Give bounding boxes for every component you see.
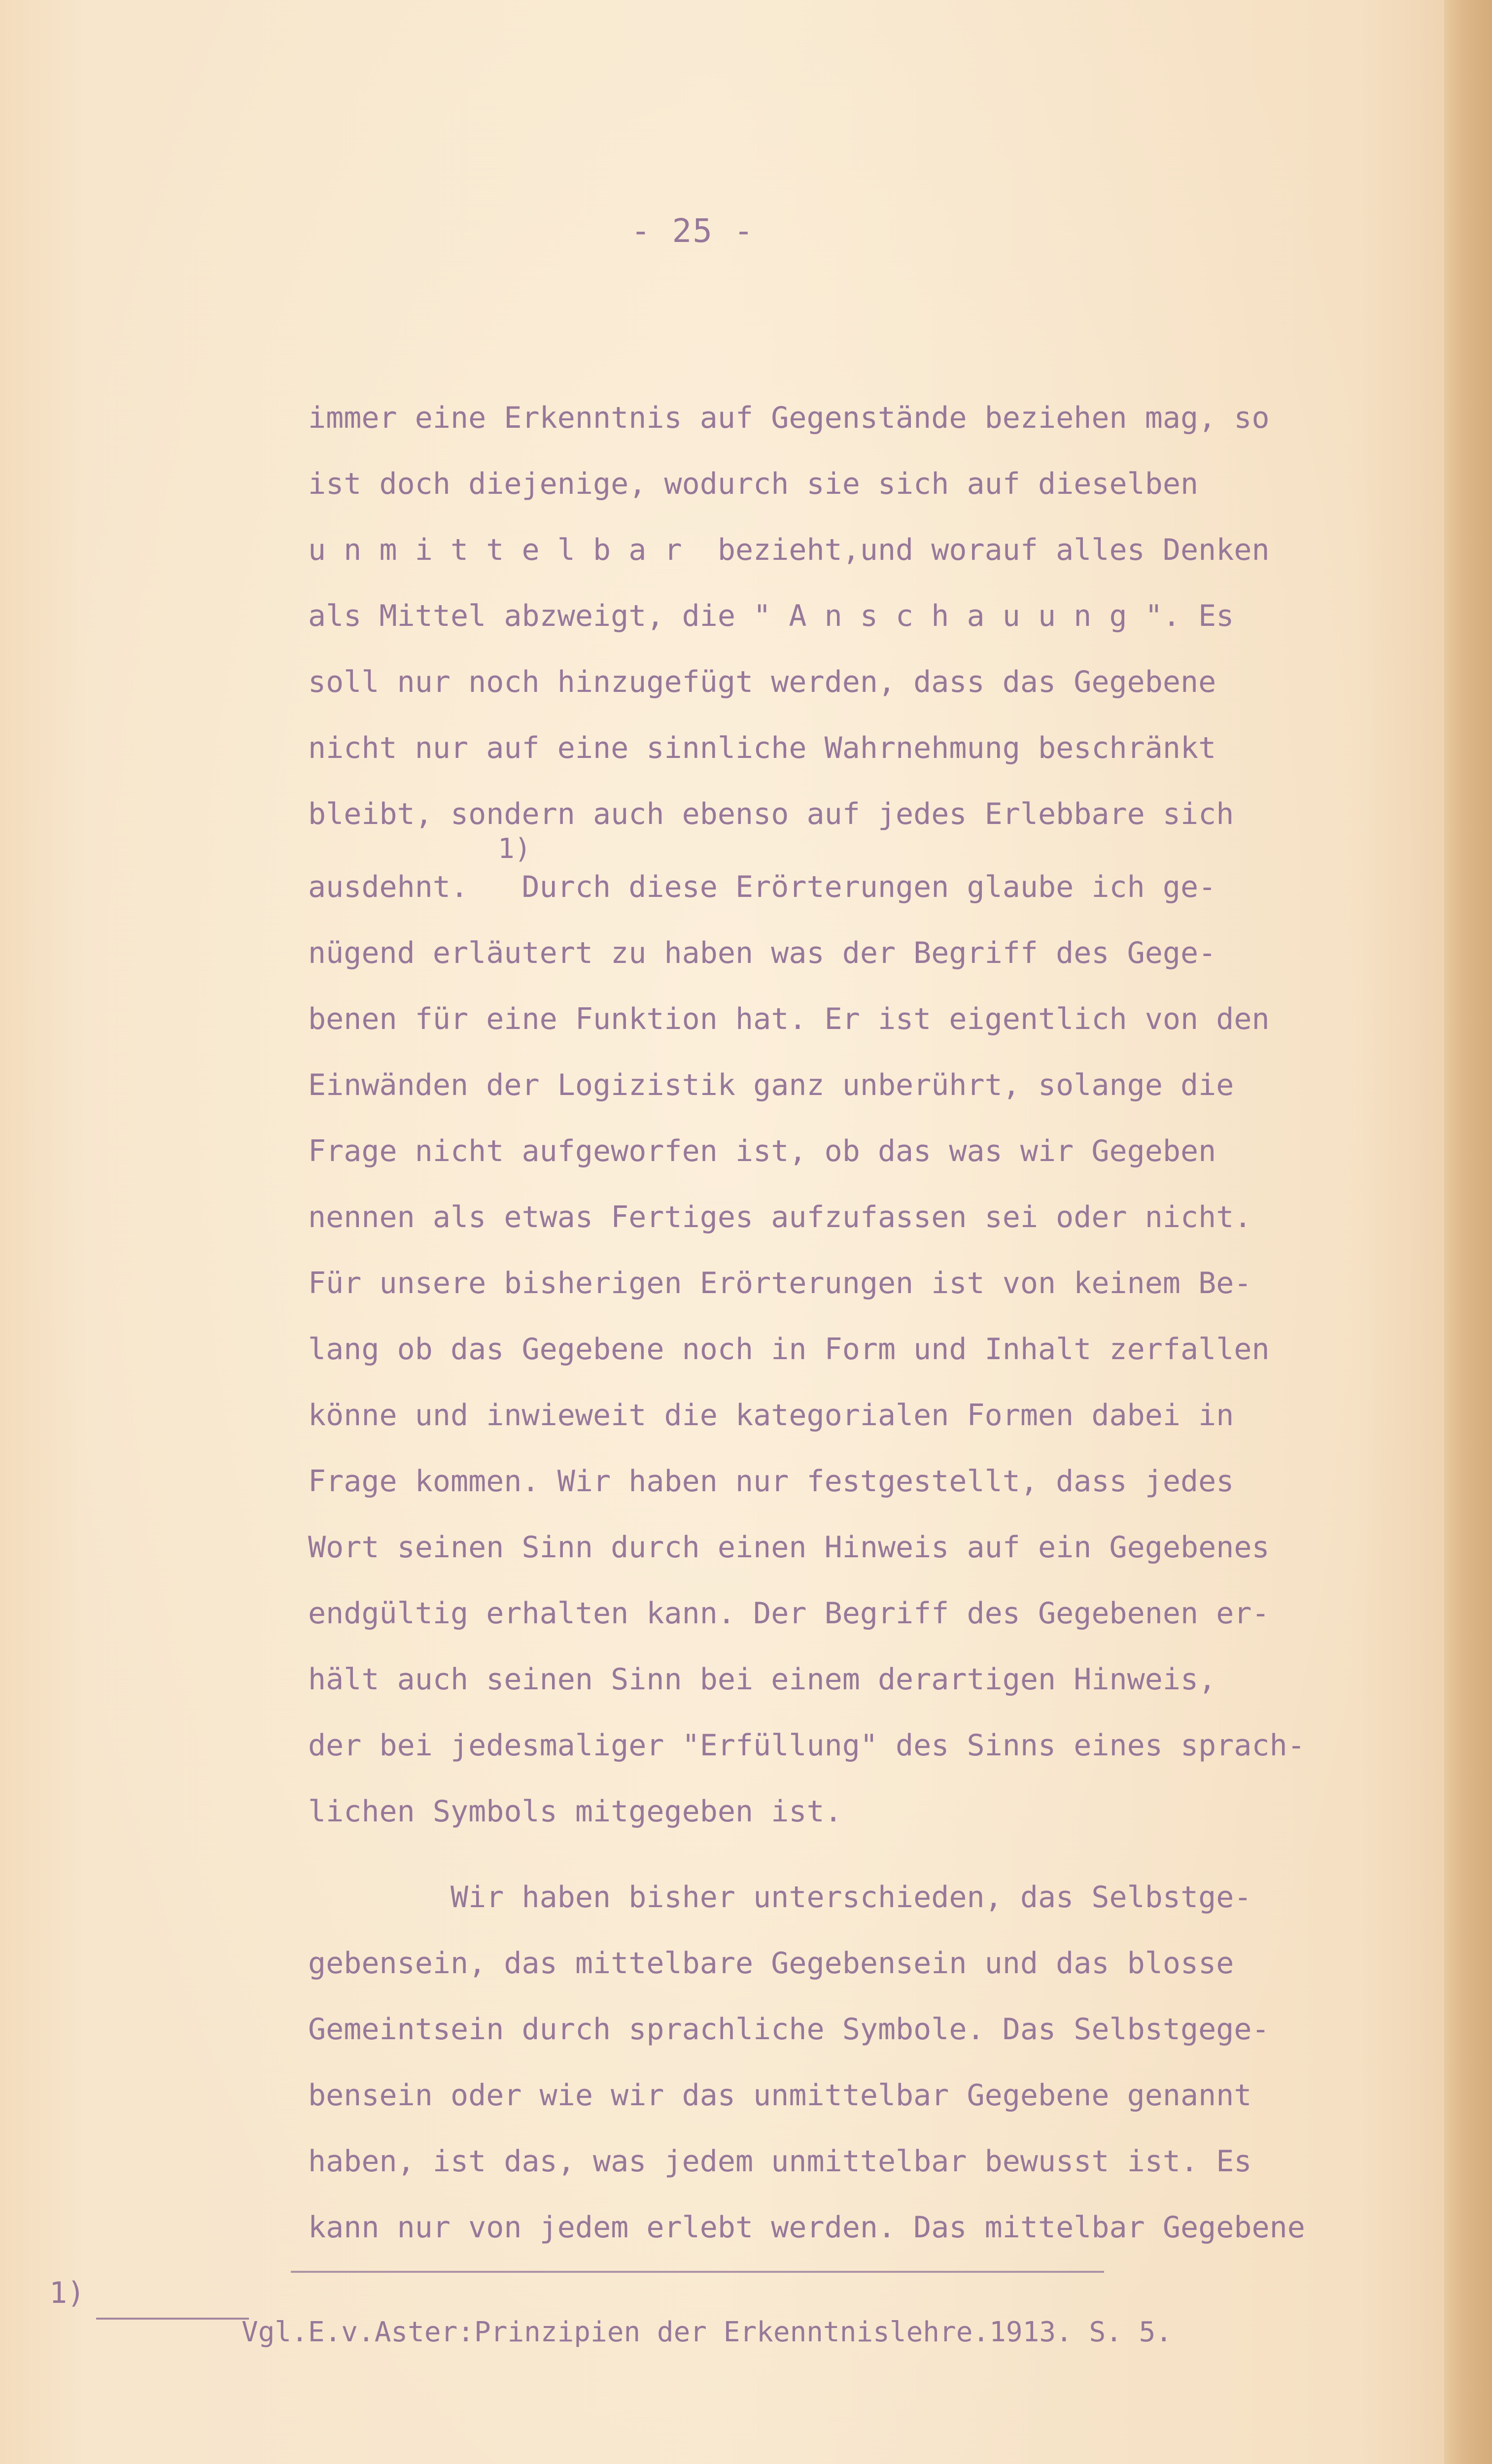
text-line: bensein oder wie wir das unmittelbar Gegebene genannt <box>308 2078 1252 2113</box>
text-line: kann nur von jedem erlebt werden. Das mittelbar Gegebene <box>308 2210 1305 2245</box>
text-line: lichen Symbols mitgegeben ist. <box>308 1794 842 1829</box>
page-number: - 25 - <box>631 212 755 250</box>
text-line: gebensein, das mittelbare Gegebensein und das blosse <box>308 1946 1234 1981</box>
text-line: immer eine Erkenntnis auf Gegenstände beziehen mag, so <box>308 401 1270 435</box>
footnote-label: 1) <box>49 2276 85 2310</box>
text-line: haben, ist das, was jedem unmittelbar bewusst ist. Es <box>308 2144 1252 2179</box>
text-line: Frage nicht aufgeworfen ist, ob das was wir Gegeben <box>308 1134 1216 1168</box>
text-line: hält auch seinen Sinn bei einem derartigen Hinweis, <box>308 1662 1216 1697</box>
text-line: bleibt, sondern auch ebenso auf jedes Erlebbare sich <box>308 797 1234 831</box>
text-line: ist doch diejenige, wodurch sie sich auf dieselben <box>308 467 1199 501</box>
text-line: nügend erläutert zu haben was der Begriff des Gege- <box>308 936 1216 970</box>
footnote-reference: 1) <box>498 833 531 865</box>
text-line: als Mittel abzweigt, die " A n s c h a u u n g ". Es <box>308 599 1234 633</box>
text-line: Für unsere bisherigen Erörterungen ist von keinem Be- <box>308 1266 1252 1300</box>
text-line: benen für eine Funktion hat. Er ist eigentlich von den <box>308 1002 1270 1036</box>
text-line: ausdehnt. Durch diese Erörterungen glaube ich ge- <box>308 870 1216 904</box>
text-line: soll nur noch hinzugefügt werden, dass das Gegebene <box>308 665 1216 699</box>
text-line: lang ob das Gegebene noch in Form und Inhalt zerfallen <box>308 1332 1270 1367</box>
text-line: Wort seinen Sinn durch einen Hinweis auf ein Gegebenes <box>308 1530 1270 1565</box>
text-line: u n m i t t e l b a r bezieht,und worauf alles Denken <box>308 533 1270 567</box>
text-line: Gemeintsein durch sprachliche Symbole. Das Selbstgege- <box>308 2012 1270 2047</box>
text-line: nicht nur auf eine sinnliche Wahrnehmung beschränkt <box>308 731 1216 765</box>
footnote-text: Vgl.E.v.Aster:Prinzipien der Erkenntnislehre.1913. S. 5. <box>242 2316 1173 2348</box>
text-line: Wir haben bisher unterschieden, das Selbstge- <box>308 1880 1252 1915</box>
text-line: könne und inwieweit die kategorialen Formen dabei in <box>308 1398 1234 1433</box>
footnote-separator <box>291 2271 1104 2273</box>
text-line: der bei jedesmaliger "Erfüllung" des Sinns eines sprach- <box>308 1728 1305 1763</box>
text-line: Frage kommen. Wir haben nur festgestellt, dass jedes <box>308 1464 1234 1499</box>
text-line: endgültig erhalten kann. Der Begriff des Gegebenen er- <box>308 1596 1270 1631</box>
paper-edge <box>1444 0 1492 2464</box>
footnote-dash <box>96 2318 249 2320</box>
text-line: Einwänden der Logizistik ganz unberührt, solange die <box>308 1068 1234 1102</box>
text-line: nennen als etwas Fertiges aufzufassen sei oder nicht. <box>308 1200 1252 1234</box>
